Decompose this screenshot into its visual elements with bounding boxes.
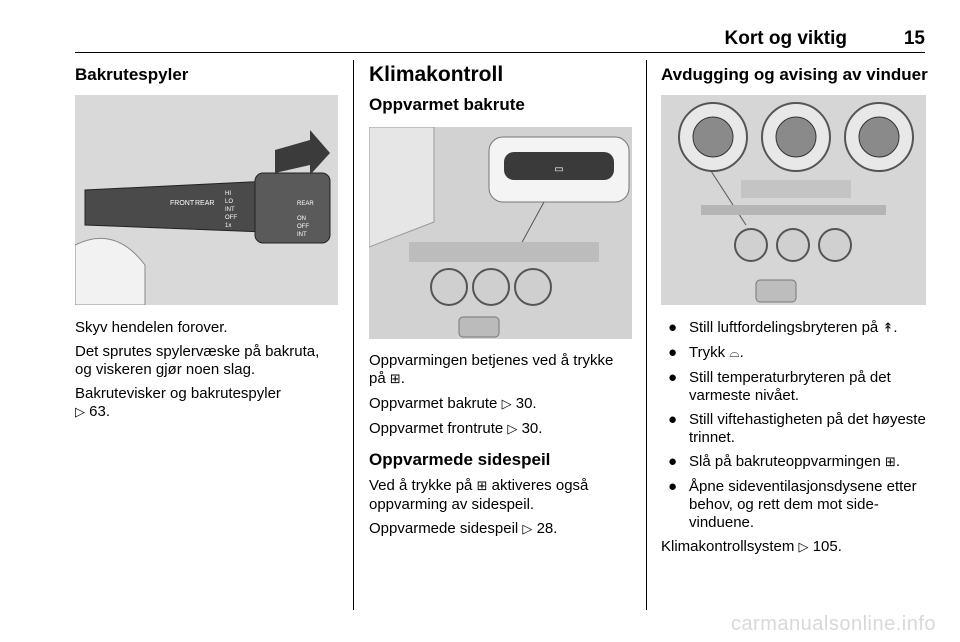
label-lo: LO (225, 199, 234, 205)
ref-arrow-icon: ▷ (507, 422, 518, 437)
label-int2: INT (297, 232, 307, 238)
para-rear-wiper: Bakrutevisker og bakrutespyler ▷ 63. (75, 385, 281, 420)
figure-rear-window-button (369, 127, 632, 339)
para-washer-fluid: Det sprutes spylervæske på bakruta, og viskeren gjør noen slag. (75, 343, 320, 378)
column-divider-1 (353, 60, 354, 610)
label-rear2: REAR (297, 201, 314, 207)
section-heading-klimakontroll: Klimakontroll (369, 63, 504, 86)
label-on: ON (297, 216, 306, 222)
page-title: Kort og viktig (724, 28, 847, 49)
list-item: ● Åpne sideventilasjonsdysene etter behov, og rett dem mot side-vinduene. (668, 478, 917, 531)
subheading-oppvarmet-bakrute: Oppvarmet bakrute (369, 95, 525, 114)
section-heading-avdugging: Avdugging og avising av vinduer (661, 65, 928, 84)
para-ref-frontrute: Oppvarmet frontrute ▷ 30. (369, 420, 543, 437)
label-hi: HI (225, 191, 231, 197)
rear-window-heating-icon: ⊞ (884, 455, 896, 470)
header-rule (75, 52, 925, 53)
rear-window-heating-icon: ⊞ (389, 372, 401, 387)
para-ref-bakrute: Oppvarmet bakrute ▷ 30. (369, 395, 537, 412)
svg-text:▭: ▭ (554, 164, 564, 175)
column-klimakontroll (369, 62, 634, 545)
label-off2: OFF (297, 224, 309, 230)
subheading-sidespeil: Oppvarmede sidespeil (369, 450, 551, 469)
figure-climate-panel (661, 95, 926, 305)
label-front: FRONT (170, 200, 195, 207)
list-item: ● Still viftehastigheten på det høyeste trinnet. (668, 411, 926, 446)
para-push-lever: Skyv hendelen forover. (75, 319, 228, 336)
list-item: ● Slå på bakruteoppvarmingen ⊞. (668, 453, 901, 470)
label-rear: REAR (195, 200, 215, 207)
page-number: 15 (903, 28, 925, 49)
column-bakrutespyler (75, 62, 340, 422)
watermark: carmanualsonline.info (730, 613, 936, 635)
ref-arrow-icon: ▷ (798, 540, 809, 555)
ref-arrow-icon: ▷ (501, 397, 512, 412)
air-distribution-icon: ↟ (882, 321, 894, 336)
column-avdugging (661, 62, 931, 563)
label-1x: 1x (225, 223, 232, 229)
para-ref-sidespeil: Oppvarmede sidespeil ▷ 28. (369, 520, 558, 537)
list-item: ● Still temperaturbryteren på det varmeste nivået. (668, 369, 891, 404)
para-operate-heating: Oppvarmingen betjenes ved å trykke på ⊞. (369, 352, 614, 387)
label-int: INT (225, 207, 235, 213)
windscreen-defrost-icon: ⌓ (729, 346, 740, 361)
para-side-mirrors: Ved å trykke på ⊞ aktiveres også oppvarming av sidespeil. (369, 477, 589, 513)
list-item: ● Still luftfordelingsbryteren på ↟. (668, 319, 898, 336)
ref-arrow-icon: ▷ (75, 405, 85, 420)
label-off: OFF (225, 215, 237, 221)
ref-arrow-icon: ▷ (522, 522, 533, 537)
para-ref-klimakontroll: Klimakontrollsystem ▷ 105. (661, 538, 842, 555)
list-item: ● Trykk ⌓. (668, 344, 744, 361)
defrost-steps-list (661, 319, 931, 532)
rear-window-heating-icon: ⊞ (476, 479, 488, 494)
figure-wiper-stalk (75, 95, 338, 305)
section-heading-bakrutespyler: Bakrutespyler (75, 65, 189, 84)
page-header (75, 28, 925, 52)
column-divider-2 (646, 60, 647, 610)
